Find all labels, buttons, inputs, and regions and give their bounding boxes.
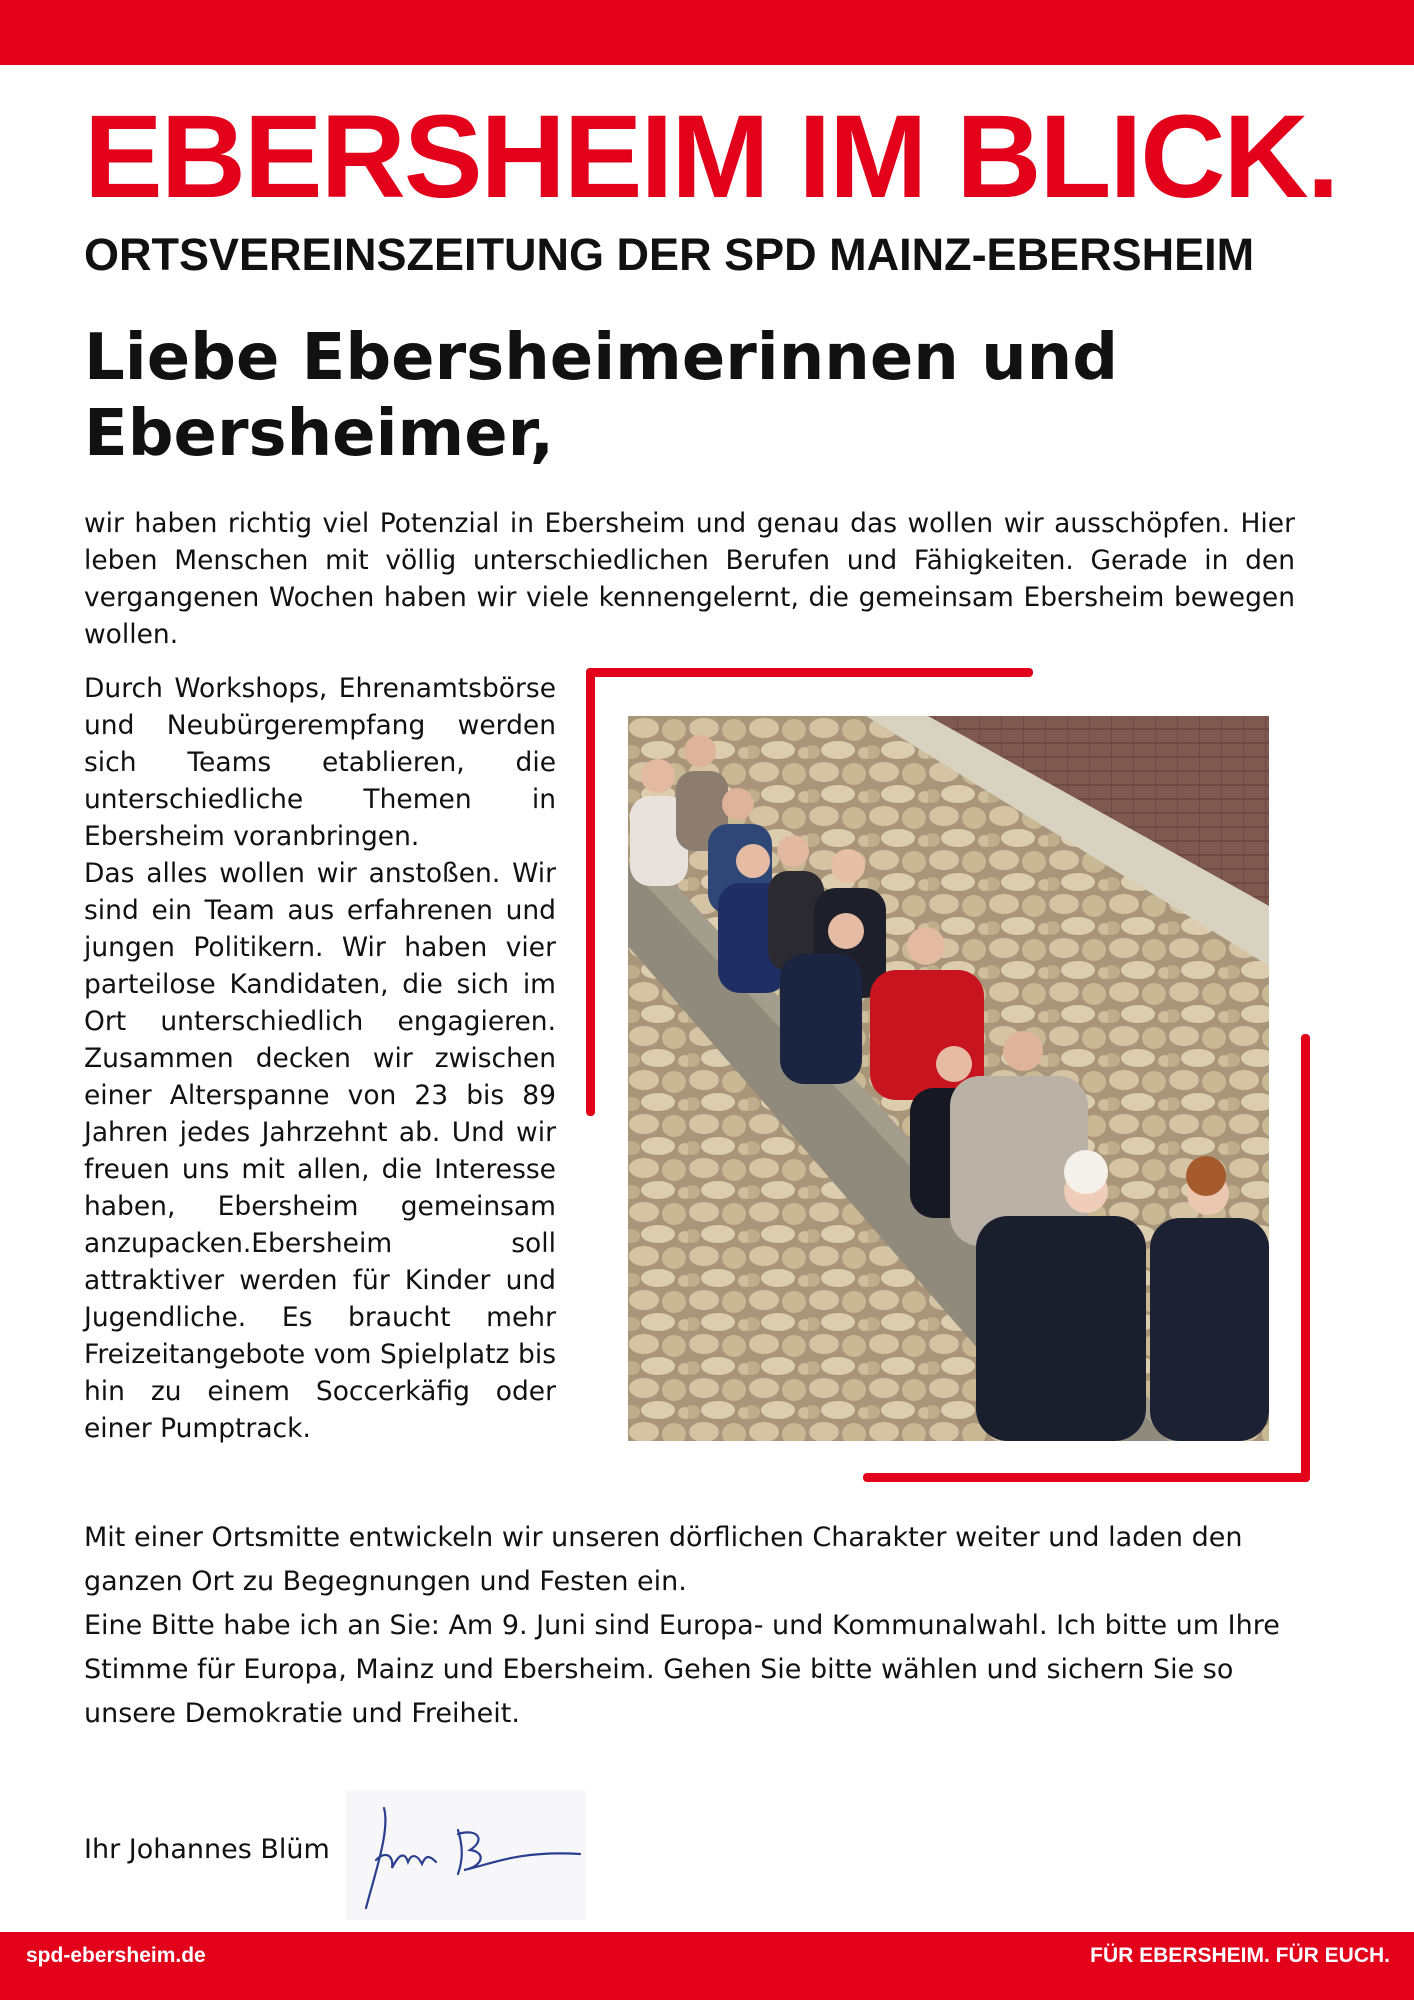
- sign-off: Ihr Johannes Blüm: [84, 1834, 330, 1865]
- newsletter-title: EBERSHEIM IM BLICK.: [84, 91, 1338, 223]
- column-paragraph-2: Das alles wollen wir anstoßen. Wir sind ein Team aus erfahrenen und jungen Politikern. Wir haben vier parteilose Kandidaten, die sich im Ort unterschiedlich engagieren. Zusammen decken wir zwischen einer Alterspanne von 23 bis 89 Jahren jedes Jahrzehnt ab. Und wir freuen uns mit allen, die Interesse haben, Ebersheim gemeinsam anzupacken.Ebersheim soll attraktiver werden für Kinder und Jugendliche. Es braucht mehr Freizeitangebote vom Spielplatz bis hin zu einem Soccerkäfig oder einer Pumptrack.: [84, 858, 556, 1444]
- photo-frame-left: [586, 668, 595, 1116]
- left-text-column: [84, 670, 556, 1447]
- photo-frame-top: [586, 668, 1033, 677]
- photo-frame-right: [1301, 1034, 1310, 1482]
- intro-paragraph: [84, 505, 1295, 653]
- closing-paragraph-2: Eine Bitte habe ich an Sie: Am 9. Juni sind Europa- und Kommunalwahl. Ich bitte um Ihre Stimme für Europa, Mainz und Ebersheim. Gehen Sie bitte wählen und sichern Sie so unsere Demokratie und Freiheit.: [84, 1610, 1280, 1729]
- newsletter-subtitle: ORTSVEREINSZEITUNG DER SPD MAINZ-EBERSHEIM: [84, 229, 1255, 280]
- closing-paragraphs: [84, 1516, 1295, 1736]
- team-photo: [628, 716, 1269, 1441]
- column-paragraph-1: Durch Workshops, Ehrenamtsbörse und Neubürgerempfang werden sich Teams etablieren, die unterschiedliche Themen in Ebersheim voranbringen.: [84, 673, 556, 852]
- team-photo-illustration: [628, 716, 1269, 1441]
- photo-frame-bottom: [863, 1473, 1310, 1482]
- handwritten-signature: [346, 1790, 586, 1920]
- footer-slogan: FÜR EBERSHEIM. FÜR EUCH.: [1090, 1944, 1390, 1967]
- top-red-bar: [0, 0, 1414, 65]
- footer-website: spd-ebersheim.de: [26, 1944, 206, 1967]
- intro-text: wir haben richtig viel Potenzial in Ebersheim und genau das wollen wir ausschöpfen. Hier leben Menschen mit völlig unterschiedlichen Berufen und Fähigkeiten. Gerade in den vergangenen Wochen haben wir viele kennengelernt, die gemeinsam Ebersheim bewegen wollen.: [84, 508, 1295, 650]
- letter-greeting: Liebe Ebersheimerinnen und Ebersheimer,: [84, 321, 1119, 471]
- closing-paragraph-1: Mit einer Ortsmitte entwickeln wir unseren dörflichen Charakter weiter und laden den ganzen Ort zu Begegnungen und Festen ein.: [84, 1522, 1243, 1597]
